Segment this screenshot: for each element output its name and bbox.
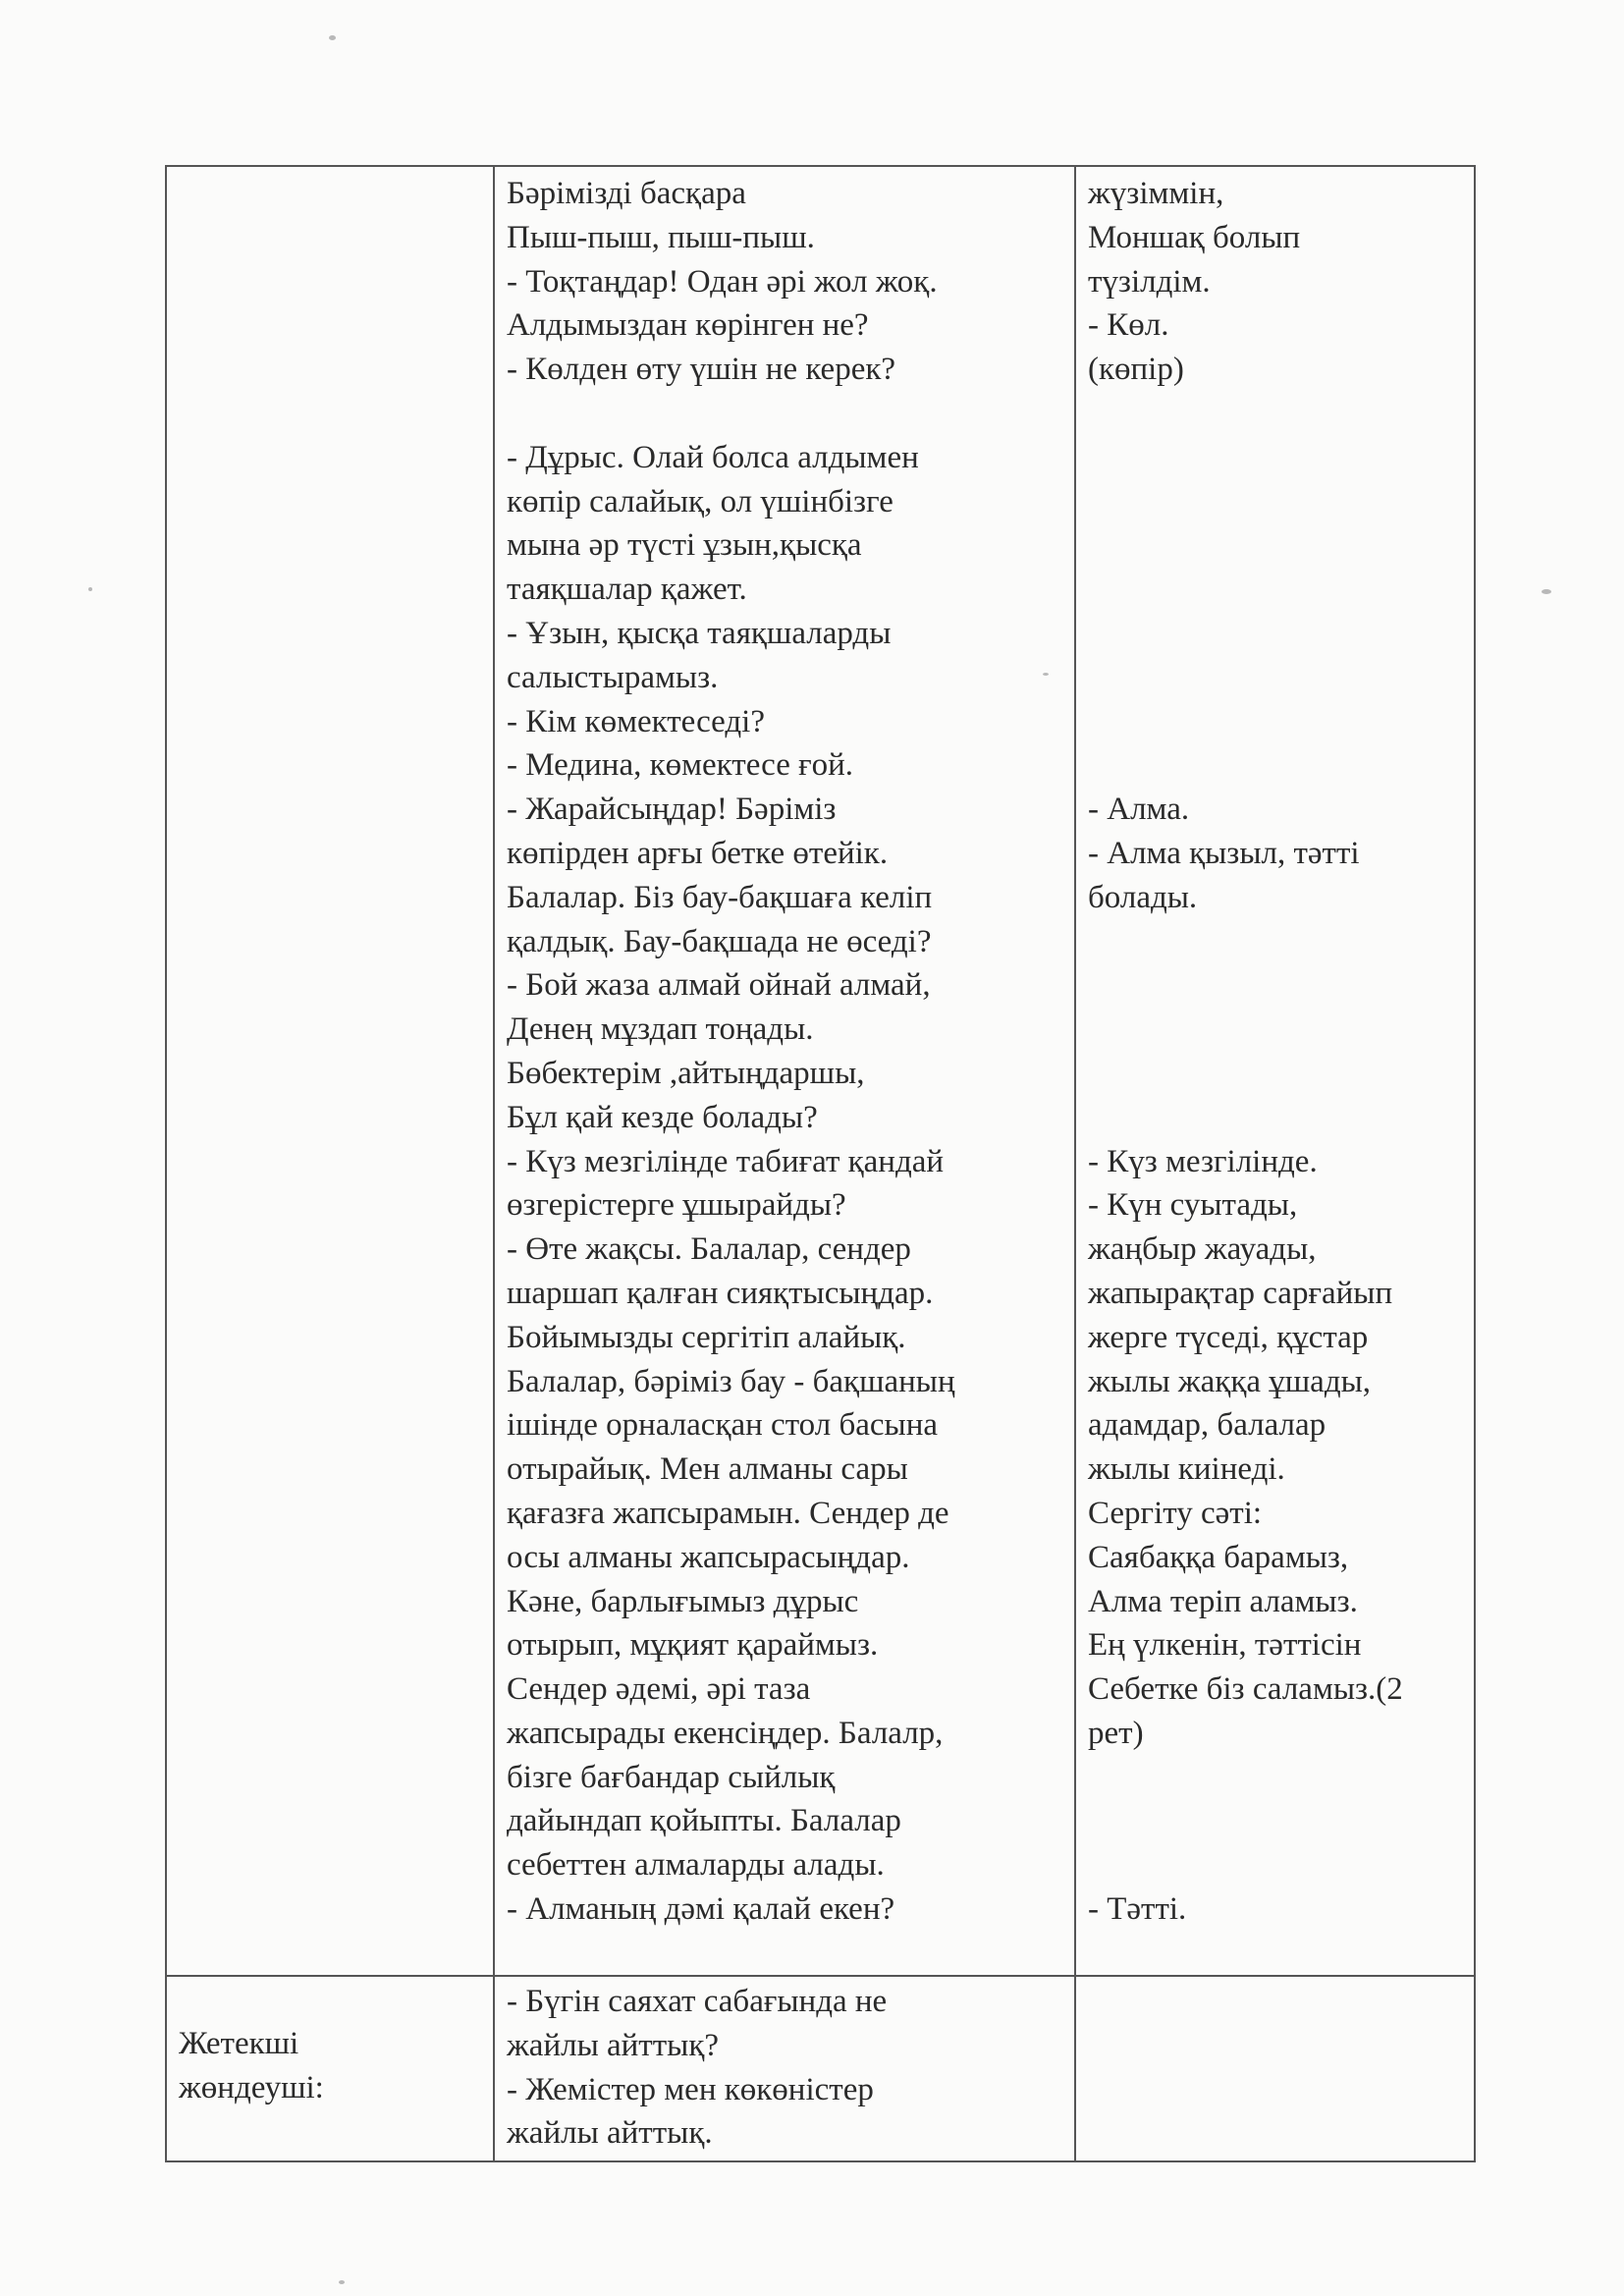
text-line: - Тоқтаңдар! Одан әрі жол жоқ. xyxy=(507,263,938,300)
blank-line xyxy=(1088,1052,1462,1096)
text-line: - Бүгін саяхат сабағында не xyxy=(507,1984,888,2019)
blank-line xyxy=(1088,612,1462,656)
text-line: - Алма қызыл, тәтті xyxy=(1088,835,1360,871)
text-line: Бәрімізді басқара xyxy=(507,176,746,211)
text-line: жаңбыр жауады, xyxy=(1088,1231,1317,1268)
text-line: Себетке біз саламыз.(2 xyxy=(1088,1671,1403,1708)
blank-line xyxy=(1088,392,1462,436)
text-line: Сендер әдемі, әрі таза xyxy=(507,1671,811,1708)
text-line: мына әр түсті ұзын,қысқа xyxy=(507,527,862,564)
text-line: шаршап қалған сияқтысыңдар. xyxy=(507,1275,934,1311)
text-line: - Күн суытады, xyxy=(1088,1187,1298,1224)
text-line: жайлы айттық. xyxy=(507,2115,713,2152)
text-line: - Жарайсыңдар! Бәріміз xyxy=(507,792,837,828)
text-line: болады. xyxy=(1088,879,1198,915)
text-line: жайлы айттық? xyxy=(507,2027,719,2063)
stage-label: жөндеуші: xyxy=(179,2069,324,2105)
text-line: - Күз мезгілінде. xyxy=(1088,1143,1318,1179)
text-line: қағазға жапсырамын. Сендер де xyxy=(507,1495,949,1531)
text-line: Алдымыздан көрінген не? xyxy=(507,307,869,344)
text-line: Балалар, бәріміз бау - бақшаның xyxy=(507,1363,955,1399)
stage-label: Жетекші xyxy=(179,2026,299,2061)
text-line: (көпір) xyxy=(1088,352,1184,388)
text-line: Моншақ болып xyxy=(1088,219,1301,255)
text-line: таяқшалар қажет. xyxy=(507,572,747,608)
text-line: осы алманы жапсырасыңдар. xyxy=(507,1539,910,1575)
text-line: - Алма. xyxy=(1088,792,1190,828)
blank-line xyxy=(507,392,1062,436)
blank-line xyxy=(1088,568,1462,612)
text-line: - Кім көмектеседі? xyxy=(507,703,765,739)
text-line: - Дұрыс. Олай болса алдымен xyxy=(507,439,919,475)
text-line: жерге түседі, құстар xyxy=(1088,1319,1369,1355)
text-line: Бөбектерім ,айтыңдаршы, xyxy=(507,1055,865,1091)
text-line: - Көлден өту үшін не керек? xyxy=(507,352,896,388)
text-line: жылы киінеді. xyxy=(1088,1451,1285,1488)
text-line: - Өте жақсы. Балалар, сендер xyxy=(507,1231,911,1268)
text-line: салыстырамыз. xyxy=(507,659,719,695)
blank-line xyxy=(1088,1096,1462,1140)
text-line: түзілдім. xyxy=(1088,263,1211,300)
text-line: бізге бағбандар сыйлық xyxy=(507,1759,836,1795)
text-line: себеттен алмаларды алады. xyxy=(507,1847,885,1884)
blank-line xyxy=(1088,436,1462,480)
text-line: Ең үлкенін, тәттісін xyxy=(1088,1627,1362,1664)
scan-speck xyxy=(1542,589,1551,594)
blank-line xyxy=(1088,523,1462,568)
text-line: дайындап қойыпты. Балалар xyxy=(507,1803,901,1839)
lesson-plan-table xyxy=(165,165,1476,2162)
text-line: жылы жаққа ұшады, xyxy=(1088,1363,1372,1399)
scan-speck xyxy=(1043,673,1049,676)
text-line: Саябаққа барамыз, xyxy=(1088,1539,1349,1575)
text-line: жүзіммін, xyxy=(1088,176,1224,211)
teacher-activity-cell xyxy=(494,166,1075,1976)
blank-line xyxy=(1088,963,1462,1008)
text-line: - Жемістер мен көкөністер xyxy=(507,2071,874,2107)
text-line: өзгерістерге ұшырайды? xyxy=(507,1187,846,1224)
text-line: ішінде орналасқан стол басына xyxy=(507,1407,939,1444)
children-activity-cell xyxy=(1075,1976,1475,2161)
text-line: отырып, мұқият қараймыз. xyxy=(507,1627,879,1664)
blank-line xyxy=(1088,920,1462,964)
teacher-activity-cell xyxy=(494,1976,1075,2161)
blank-line xyxy=(1088,1843,1462,1887)
text-line: Кәне, барлығымыз дұрыс xyxy=(507,1583,859,1619)
text-line: көпірден арғы бетке өтейік. xyxy=(507,835,889,871)
scan-speck xyxy=(88,587,92,591)
text-line: - Күз мезгілінде табиғат қандай xyxy=(507,1143,945,1179)
text-line: жапырақтар сарғайып xyxy=(1088,1275,1393,1311)
table-row xyxy=(166,1976,1475,2161)
text-line: рет) xyxy=(1088,1715,1144,1751)
text-line: Денең мұздап тоңады. xyxy=(507,1011,814,1048)
text-line: - Ұзын, қысқа таяқшаларды xyxy=(507,615,892,651)
blank-line xyxy=(1088,1799,1462,1843)
text-line: Бұл қай кезде болады? xyxy=(507,1099,818,1135)
blank-line xyxy=(1088,743,1462,788)
text-line: - Тәтті. xyxy=(1088,1891,1187,1928)
text-line: адамдар, балалар xyxy=(1088,1407,1326,1444)
text-line: қалдық. Бау-бақшада не өседі? xyxy=(507,923,932,959)
blank-line xyxy=(1088,1008,1462,1052)
text-line: Алма теріп аламыз. xyxy=(1088,1583,1358,1619)
stage-cell xyxy=(166,166,494,1976)
text-line: - Медина, көмектесе ғой. xyxy=(507,747,854,784)
blank-line xyxy=(1088,700,1462,744)
text-line: Пыш-пыш, пыш-пыш. xyxy=(507,219,815,255)
table-row xyxy=(166,166,1475,1976)
stage-cell xyxy=(166,1976,494,2161)
blank-line xyxy=(1088,480,1462,524)
text-line: Балалар. Біз бау-бақшаға келіп xyxy=(507,879,933,915)
text-line: - Бой жаза алмай ойнай алмай, xyxy=(507,967,931,1004)
text-line: - Көл. xyxy=(1088,307,1169,344)
text-line: Бойымызды сергітіп алайық. xyxy=(507,1319,906,1355)
children-activity-cell xyxy=(1075,166,1475,1976)
text-line: жапсырады екенсіңдер. Балалр, xyxy=(507,1715,944,1751)
blank-line xyxy=(1088,656,1462,700)
scan-speck xyxy=(339,2280,345,2284)
blank-line xyxy=(1088,1756,1462,1800)
text-line: отырайық. Мен алманы сары xyxy=(507,1451,908,1488)
text-line: - Алманың дәмі қалай екен? xyxy=(507,1891,895,1928)
scan-speck xyxy=(329,35,336,40)
text-line: Сергіту сәті: xyxy=(1088,1495,1263,1531)
text-line: көпір салайық, ол үшінбізге xyxy=(507,483,893,519)
